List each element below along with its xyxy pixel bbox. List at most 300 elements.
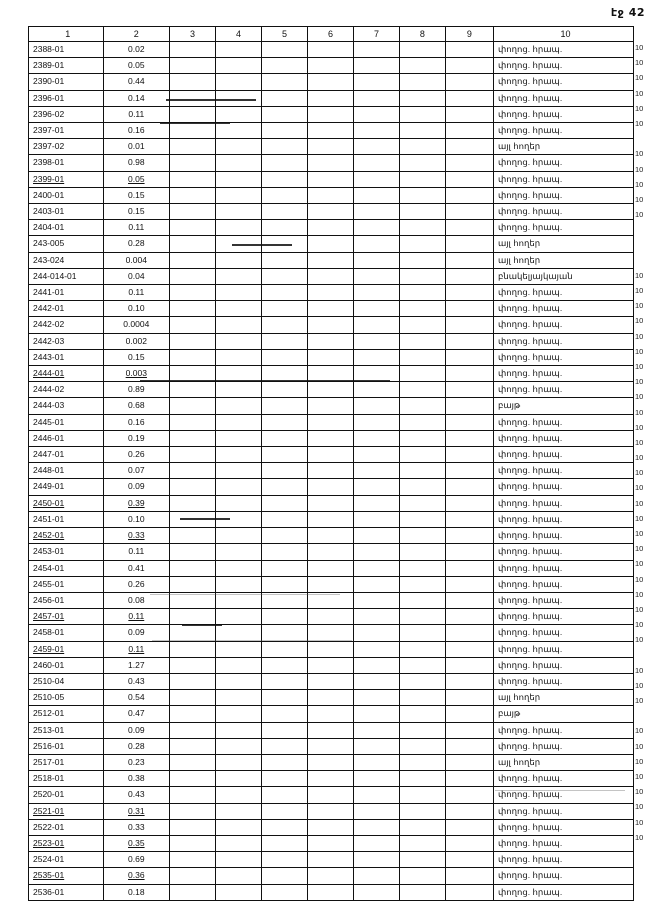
cell-empty-col-3 (170, 155, 216, 171)
margin-note: 10 (635, 559, 644, 569)
cell-empty-col-6 (307, 884, 353, 900)
cell-empty-col-6 (307, 609, 353, 625)
cell-empty-col-6 (307, 187, 353, 203)
cell-empty-col-9 (445, 722, 493, 738)
cell-land-use-note: փողոց. հրապ. (493, 366, 633, 382)
cell-area-value: 0.44 (103, 74, 169, 90)
cell-parcel-code: 2521-01 (29, 803, 104, 819)
margin-note: 10 (635, 787, 644, 797)
cell-empty-col-8 (399, 673, 445, 689)
cell-land-use-note: փողոց. հրապ. (493, 641, 633, 657)
table-row (29, 90, 634, 106)
cell-empty-col-4 (216, 123, 262, 139)
cell-empty-col-7 (353, 171, 399, 187)
table-row (29, 42, 634, 58)
cell-empty-col-3 (170, 398, 216, 414)
cell-empty-col-9 (445, 349, 493, 365)
cell-empty-col-4 (216, 609, 262, 625)
cell-empty-col-7 (353, 495, 399, 511)
margin-note: 10 (635, 422, 644, 432)
cell-empty-col-6 (307, 641, 353, 657)
cell-empty-col-8 (399, 884, 445, 900)
cell-empty-col-7 (353, 771, 399, 787)
cell-area-value: 0.09 (103, 722, 169, 738)
cell-empty-col-5 (261, 187, 307, 203)
cell-empty-col-6 (307, 90, 353, 106)
cell-land-use-note: փողոց. հրապ. (493, 479, 633, 495)
cell-empty-col-5 (261, 560, 307, 576)
cell-empty-col-4 (216, 285, 262, 301)
cell-empty-col-9 (445, 155, 493, 171)
cell-empty-col-9 (445, 771, 493, 787)
cell-parcel-code: 2444-03 (29, 398, 104, 414)
cell-land-use-note: փողոց. հրապ. (493, 835, 633, 851)
cell-empty-col-6 (307, 58, 353, 74)
cell-area-value: 0.11 (103, 544, 169, 560)
table-row (29, 673, 634, 689)
table-row (29, 754, 634, 770)
margin-note: 10 (635, 194, 644, 204)
cell-empty-col-5 (261, 430, 307, 446)
cell-area-value: 0.01 (103, 139, 169, 155)
cell-empty-col-8 (399, 285, 445, 301)
cell-empty-col-7 (353, 560, 399, 576)
cell-empty-col-3 (170, 673, 216, 689)
table-row (29, 803, 634, 819)
cell-empty-col-7 (353, 576, 399, 592)
cell-land-use-note: փողոց. հրապ. (493, 171, 633, 187)
cell-empty-col-6 (307, 528, 353, 544)
cell-empty-col-3 (170, 722, 216, 738)
cell-parcel-code: 2403-01 (29, 204, 104, 220)
cell-parcel-code: 2442-01 (29, 301, 104, 317)
cell-empty-col-8 (399, 268, 445, 284)
cell-empty-col-6 (307, 106, 353, 122)
cell-empty-col-3 (170, 641, 216, 657)
cell-empty-col-5 (261, 771, 307, 787)
cell-empty-col-5 (261, 657, 307, 673)
table-row (29, 430, 634, 446)
cell-area-value: 0.11 (103, 641, 169, 657)
cell-parcel-code: 2444-01 (29, 366, 104, 382)
cell-parcel-code: 2516-01 (29, 738, 104, 754)
cell-land-use-note: բայթ (493, 398, 633, 414)
cell-empty-col-6 (307, 852, 353, 868)
cell-land-use-note: փողոց. հրապ. (493, 220, 633, 236)
margin-note: 10 (635, 346, 644, 356)
cell-empty-col-9 (445, 690, 493, 706)
table-row (29, 398, 634, 414)
cell-land-use-note: փողոց. հրապ. (493, 58, 633, 74)
cell-empty-col-3 (170, 301, 216, 317)
table-row (29, 463, 634, 479)
margin-note: 10 (635, 665, 644, 675)
cell-empty-col-4 (216, 787, 262, 803)
cell-empty-col-3 (170, 625, 216, 641)
cell-empty-col-6 (307, 414, 353, 430)
cell-land-use-note: փողոց. հրապ. (493, 349, 633, 365)
cell-empty-col-7 (353, 187, 399, 203)
cell-empty-col-7 (353, 722, 399, 738)
margin-note: 10 (635, 286, 644, 295)
cell-empty-col-7 (353, 252, 399, 268)
cell-empty-col-9 (445, 414, 493, 430)
cell-area-value: 0.43 (103, 787, 169, 803)
cell-empty-col-4 (216, 398, 262, 414)
cell-empty-col-4 (216, 706, 262, 722)
cell-empty-col-5 (261, 868, 307, 884)
cell-empty-col-9 (445, 252, 493, 268)
margin-note: 10 (635, 498, 644, 508)
cell-empty-col-6 (307, 204, 353, 220)
cell-empty-col-9 (445, 301, 493, 317)
table-row (29, 106, 634, 122)
cell-empty-col-6 (307, 220, 353, 236)
table-row (29, 560, 634, 576)
cell-area-value: 0.28 (103, 738, 169, 754)
cell-empty-col-8 (399, 852, 445, 868)
cell-empty-col-9 (445, 609, 493, 625)
cell-empty-col-5 (261, 268, 307, 284)
cell-parcel-code: 2513-01 (29, 722, 104, 738)
cell-empty-col-5 (261, 722, 307, 738)
cell-land-use-note: փողոց. հրապ. (493, 301, 633, 317)
cell-empty-col-9 (445, 787, 493, 803)
cell-parcel-code: 2518-01 (29, 771, 104, 787)
cell-area-value: 0.10 (103, 511, 169, 527)
cell-area-value: 0.08 (103, 592, 169, 608)
cell-empty-col-8 (399, 528, 445, 544)
margin-note: 10 (635, 680, 644, 690)
cell-area-value: 0.39 (103, 495, 169, 511)
cell-parcel-code: 2442-03 (29, 333, 104, 349)
cell-empty-col-9 (445, 285, 493, 301)
cell-empty-col-7 (353, 738, 399, 754)
scan-mark (166, 99, 256, 101)
cell-empty-col-8 (399, 301, 445, 317)
cell-empty-col-6 (307, 657, 353, 673)
cell-empty-col-3 (170, 690, 216, 706)
cell-empty-col-7 (353, 414, 399, 430)
cell-parcel-code: 2450-01 (29, 495, 104, 511)
cell-empty-col-4 (216, 106, 262, 122)
cell-area-value: 0.04 (103, 268, 169, 284)
cell-empty-col-5 (261, 204, 307, 220)
cell-parcel-code: 2456-01 (29, 592, 104, 608)
margin-note: 10 (635, 43, 644, 52)
cell-empty-col-4 (216, 58, 262, 74)
cell-empty-col-3 (170, 803, 216, 819)
cell-empty-col-7 (353, 398, 399, 414)
cell-parcel-code: 2453-01 (29, 544, 104, 560)
column-header-5: 5 (261, 27, 307, 42)
table-row (29, 835, 634, 851)
cell-empty-col-4 (216, 560, 262, 576)
column-header-1: 1 (29, 27, 104, 42)
table-row (29, 609, 634, 625)
cell-area-value: 0.19 (103, 430, 169, 446)
cell-empty-col-9 (445, 204, 493, 220)
cell-parcel-code: 2390-01 (29, 74, 104, 90)
cell-area-value: 0.0004 (103, 317, 169, 333)
cell-empty-col-8 (399, 754, 445, 770)
cell-empty-col-7 (353, 528, 399, 544)
cell-empty-col-9 (445, 74, 493, 90)
cell-empty-col-3 (170, 220, 216, 236)
cell-empty-col-8 (399, 657, 445, 673)
cell-empty-col-9 (445, 317, 493, 333)
cell-empty-col-6 (307, 268, 353, 284)
cell-empty-col-6 (307, 771, 353, 787)
cell-parcel-code: 2446-01 (29, 430, 104, 446)
cell-empty-col-3 (170, 771, 216, 787)
cell-empty-col-3 (170, 382, 216, 398)
cell-empty-col-7 (353, 301, 399, 317)
cell-empty-col-9 (445, 754, 493, 770)
cell-empty-col-8 (399, 333, 445, 349)
cell-area-value: 0.35 (103, 835, 169, 851)
margin-note: 10 (635, 544, 644, 554)
cell-empty-col-4 (216, 835, 262, 851)
cell-parcel-code: 2442-02 (29, 317, 104, 333)
column-header-6: 6 (307, 27, 353, 42)
cell-parcel-code: 2535-01 (29, 868, 104, 884)
cell-empty-col-6 (307, 868, 353, 884)
cell-empty-col-3 (170, 528, 216, 544)
cell-empty-col-6 (307, 349, 353, 365)
cell-land-use-note: փողոց. հրապ. (493, 852, 633, 868)
cell-parcel-code: 2455-01 (29, 576, 104, 592)
scan-mark (150, 594, 340, 595)
cell-area-value: 0.15 (103, 349, 169, 365)
cell-empty-col-7 (353, 706, 399, 722)
cell-empty-col-6 (307, 123, 353, 139)
cell-empty-col-5 (261, 528, 307, 544)
cell-area-value: 0.36 (103, 868, 169, 884)
cell-empty-col-5 (261, 706, 307, 722)
margin-note: 10 (635, 58, 644, 68)
cell-empty-col-7 (353, 479, 399, 495)
cell-empty-col-4 (216, 42, 262, 58)
table-row (29, 139, 634, 155)
cell-land-use-note: այլ հողեր (493, 236, 633, 252)
cell-empty-col-9 (445, 123, 493, 139)
cell-empty-col-3 (170, 576, 216, 592)
cell-empty-col-6 (307, 382, 353, 398)
column-header-4: 4 (216, 27, 262, 42)
margin-note (634, 222, 661, 237)
table-row (29, 495, 634, 511)
scan-mark (495, 790, 625, 791)
cell-empty-col-9 (445, 268, 493, 284)
cell-empty-col-8 (399, 706, 445, 722)
cell-land-use-note: փողոց. հրապ. (493, 738, 633, 754)
cell-empty-col-8 (399, 544, 445, 560)
cell-land-use-note: փողոց. հրապ. (493, 722, 633, 738)
cell-empty-col-5 (261, 74, 307, 90)
margin-note: 10 (635, 437, 644, 447)
margin-note (634, 131, 661, 146)
cell-parcel-code: 2447-01 (29, 447, 104, 463)
cell-empty-col-5 (261, 738, 307, 754)
cell-empty-col-8 (399, 252, 445, 268)
cell-empty-col-7 (353, 803, 399, 819)
cell-land-use-note: փողոց. հրապ. (493, 382, 633, 398)
table-row (29, 884, 634, 900)
cell-empty-col-5 (261, 495, 307, 511)
cell-empty-col-4 (216, 155, 262, 171)
cell-empty-col-3 (170, 236, 216, 252)
column-header-10: 10 (493, 27, 633, 42)
cell-empty-col-7 (353, 447, 399, 463)
cell-empty-col-7 (353, 90, 399, 106)
cell-empty-col-9 (445, 657, 493, 673)
cell-empty-col-8 (399, 42, 445, 58)
cell-empty-col-7 (353, 155, 399, 171)
cell-land-use-note: փողոց. հրապ. (493, 528, 633, 544)
cell-empty-col-8 (399, 90, 445, 106)
cell-empty-col-7 (353, 835, 399, 851)
cell-empty-col-6 (307, 171, 353, 187)
scan-mark (232, 244, 292, 246)
cell-empty-col-3 (170, 349, 216, 365)
margin-note-spacer (634, 26, 661, 40)
cell-land-use-note: փողոց. հրապ. (493, 414, 633, 430)
cell-empty-col-6 (307, 787, 353, 803)
table-row (29, 738, 634, 754)
table-row (29, 155, 634, 171)
cell-empty-col-4 (216, 738, 262, 754)
cell-parcel-code: 2536-01 (29, 884, 104, 900)
cell-empty-col-5 (261, 171, 307, 187)
cell-empty-col-4 (216, 139, 262, 155)
cell-empty-col-4 (216, 754, 262, 770)
table-row (29, 171, 634, 187)
cell-empty-col-9 (445, 819, 493, 835)
cell-parcel-code: 2404-01 (29, 220, 104, 236)
cell-area-value: 0.89 (103, 382, 169, 398)
cell-parcel-code: 2400-01 (29, 187, 104, 203)
cell-empty-col-5 (261, 155, 307, 171)
cell-parcel-code: 2399-01 (29, 171, 104, 187)
cell-empty-col-3 (170, 738, 216, 754)
cell-empty-col-3 (170, 204, 216, 220)
margin-note: 10 (635, 377, 644, 387)
table-row (29, 236, 634, 252)
cell-parcel-code: 2524-01 (29, 852, 104, 868)
cell-empty-col-9 (445, 382, 493, 398)
cell-land-use-note: փողոց. հրապ. (493, 155, 633, 171)
margin-note (634, 237, 661, 252)
cell-area-value: 0.16 (103, 414, 169, 430)
cell-area-value: 0.11 (103, 220, 169, 236)
table-row (29, 187, 634, 203)
table-row (29, 868, 634, 884)
margin-note: 10 (635, 179, 644, 189)
margin-note-column (634, 26, 661, 845)
table-row (29, 333, 634, 349)
cell-parcel-code: 2443-01 (29, 349, 104, 365)
cell-empty-col-7 (353, 657, 399, 673)
cell-empty-col-7 (353, 609, 399, 625)
cell-empty-col-8 (399, 771, 445, 787)
cell-empty-col-8 (399, 495, 445, 511)
cell-area-value: 0.02 (103, 42, 169, 58)
cell-empty-col-9 (445, 560, 493, 576)
cell-area-value: 0.07 (103, 463, 169, 479)
cell-empty-col-8 (399, 382, 445, 398)
column-header-9: 9 (445, 27, 493, 42)
cell-empty-col-7 (353, 382, 399, 398)
cell-empty-col-9 (445, 58, 493, 74)
scan-mark (182, 624, 222, 626)
cell-empty-col-6 (307, 754, 353, 770)
scan-mark (140, 380, 390, 382)
cell-area-value: 0.38 (103, 771, 169, 787)
table-row (29, 285, 634, 301)
cell-empty-col-7 (353, 333, 399, 349)
cell-empty-col-7 (353, 884, 399, 900)
cell-empty-col-9 (445, 641, 493, 657)
cell-empty-col-6 (307, 285, 353, 301)
cell-empty-col-4 (216, 495, 262, 511)
cell-empty-col-3 (170, 333, 216, 349)
cell-empty-col-6 (307, 544, 353, 560)
cell-parcel-code: 2460-01 (29, 657, 104, 673)
cell-empty-col-6 (307, 495, 353, 511)
cell-empty-col-5 (261, 447, 307, 463)
margin-note: 10 (635, 316, 644, 326)
table-row (29, 625, 634, 641)
cell-empty-col-9 (445, 495, 493, 511)
margin-note: 10 (635, 331, 644, 341)
cell-empty-col-7 (353, 673, 399, 689)
cell-empty-col-5 (261, 285, 307, 301)
cell-empty-col-9 (445, 430, 493, 446)
cell-empty-col-9 (445, 220, 493, 236)
margin-note: 10 (635, 103, 644, 113)
cell-land-use-note: փողոց. հրապ. (493, 42, 633, 58)
cell-empty-col-3 (170, 868, 216, 884)
cell-empty-col-8 (399, 74, 445, 90)
cell-land-use-note: փողոց. հրապ. (493, 204, 633, 220)
scan-mark (152, 640, 352, 641)
cell-parcel-code: 2396-01 (29, 90, 104, 106)
cell-empty-col-8 (399, 349, 445, 365)
cell-empty-col-6 (307, 511, 353, 527)
table-row (29, 479, 634, 495)
cell-empty-col-3 (170, 447, 216, 463)
cell-land-use-note: փողոց. հրապ. (493, 787, 633, 803)
margin-note: 10 (635, 726, 644, 736)
cell-empty-col-5 (261, 673, 307, 689)
table-row (29, 414, 634, 430)
margin-note: 10 (635, 88, 644, 98)
cell-empty-col-5 (261, 42, 307, 58)
cell-parcel-code: 2523-01 (29, 835, 104, 851)
cell-empty-col-9 (445, 576, 493, 592)
cell-empty-col-6 (307, 463, 353, 479)
cell-empty-col-6 (307, 430, 353, 446)
cell-empty-col-5 (261, 852, 307, 868)
cell-empty-col-9 (445, 398, 493, 414)
cell-empty-col-6 (307, 139, 353, 155)
cell-empty-col-8 (399, 317, 445, 333)
cell-empty-col-9 (445, 592, 493, 608)
cell-land-use-note: փողոց. հրապ. (493, 285, 633, 301)
cell-empty-col-3 (170, 609, 216, 625)
cell-land-use-note: փողոց. հրապ. (493, 333, 633, 349)
